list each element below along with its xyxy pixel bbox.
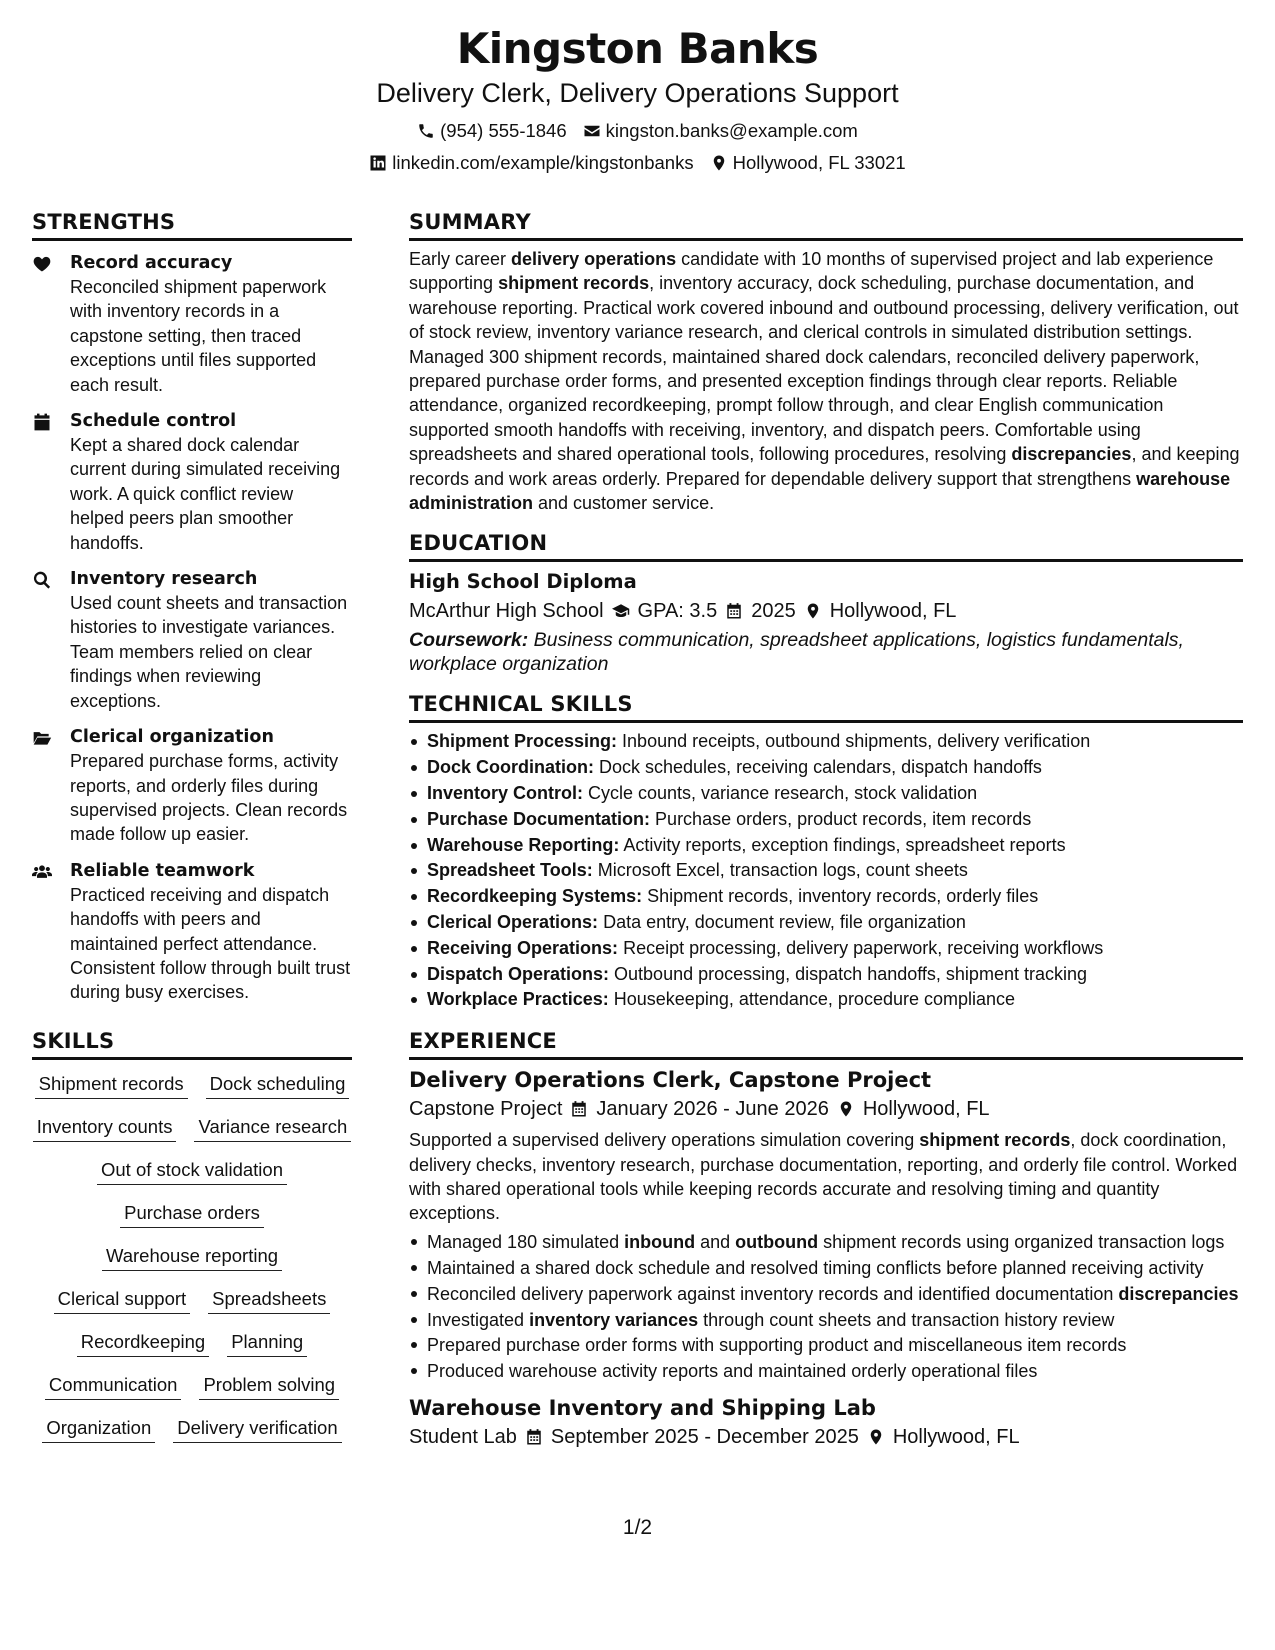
technical-skill-item (409, 858, 1243, 884)
contact-row-1 (0, 120, 1275, 142)
emphasis-text: inventory variances (529, 1309, 699, 1330)
skill-tag: Recordkeeping (77, 1330, 209, 1357)
technical-skill-item (409, 833, 1243, 859)
strength-body (70, 251, 352, 397)
education-heading: EDUCATION (409, 529, 1243, 562)
emphasis-text: discrepancies (1011, 444, 1132, 465)
left-column (32, 208, 352, 1443)
text-run: Early career (409, 249, 512, 269)
skill-category: Dispatch Operations: (427, 963, 610, 984)
job-org: Student Lab (409, 1425, 517, 1448)
map-pin-icon (804, 602, 822, 620)
text-run: shipment records using organized transaction logs (818, 1231, 1225, 1252)
school-name: McArthur High School (409, 600, 604, 623)
technical-skills-section (409, 690, 1243, 1013)
calendar-icon (32, 412, 52, 432)
skill-tag: Spreadsheets (208, 1287, 330, 1314)
calendar-icon (725, 602, 743, 620)
skill-values: Outbound processing, dispatch handoffs, shipment tracking (609, 963, 1087, 984)
strength-description: Reconciled shipment paperwork with inventory records in a capstone setting, then traced exceptions until files supported each result. (70, 277, 327, 395)
emphasis-text: warehouse administration (409, 468, 1231, 514)
skill-values: Dock schedules, receiving calendars, dispatch handoffs (594, 757, 1042, 778)
candidate-title: Delivery Clerk, Delivery Operations Support (376, 78, 899, 108)
job-bullet (409, 1359, 1243, 1383)
strength-icon-wrap (32, 725, 70, 847)
skill-tag: Variance research (194, 1115, 351, 1142)
location-text: Hollywood, FL 33021 (732, 152, 906, 173)
skill-tag: Problem solving (199, 1373, 339, 1400)
graduation-year: 2025 (751, 600, 796, 623)
strength-item (32, 567, 352, 713)
map-pin-icon (837, 1100, 855, 1118)
job-bullets (409, 1230, 1243, 1384)
calendar-icon (525, 1428, 543, 1446)
text-run: Reconciled delivery paperwork against inventory records and identified documentation (427, 1283, 1119, 1304)
strength-description: Prepared purchase forms, activity reports, and orderly files during supervised projects. Clean records made follow up easier. (70, 751, 348, 845)
emphasis-text: outbound (735, 1231, 819, 1252)
strength-title: Record accuracy (70, 253, 233, 273)
technical-skill-item (409, 729, 1243, 755)
strength-item (32, 725, 352, 847)
summary-heading: SUMMARY (409, 208, 1243, 241)
skill-category: Receiving Operations: (427, 937, 619, 958)
skill-values: Shipment records, inventory records, orderly files (642, 886, 1039, 907)
school-location: Hollywood, FL (829, 600, 957, 623)
skill-values: Activity reports, exception findings, spreadsheet reports (619, 834, 1066, 855)
job-location: Hollywood, FL (892, 1425, 1020, 1448)
text-run: , inventory accuracy, dock scheduling, purchase documentation, and warehouse reporting. Practical work covered inbound and outbound processing, delivery verification, out of stock review, inventory variance research, and clerical controls in simulated distribution settings. Managed 300 shipment records, maintained shared dock calendars, reconciled delivery paperwork, prepared purchase order forms, and presented exception findings through clear reports. Reliable attendance, organized recordkeeping, prompt follow through, and clear English communication supported smooth handoffs with receiving, inventory, and dispatch peers. Comfortable using spreadsheets and shared operational tools, following procedures, resolving (409, 273, 1239, 465)
text-run: and (695, 1231, 736, 1252)
summary-text (409, 247, 1243, 515)
linkedin-contact[interactable] (369, 152, 693, 174)
envelope-icon (583, 122, 601, 140)
skill-values: Purchase orders, product records, item records (650, 808, 1032, 829)
candidate-name: Kingston Banks (456, 24, 819, 73)
text-run: candidate with 10 months of supervised project and lab experience supporting (409, 249, 1214, 294)
strengths-list (32, 251, 352, 1005)
skill-tag: Shipment records (35, 1072, 188, 1099)
strengths-heading: STRENGTHS (32, 208, 352, 241)
technical-skill-item (409, 781, 1243, 807)
text-run: Supported a supervised delivery operations simulation covering (409, 1130, 920, 1151)
text-run: , and keeping records and work areas orderly. Prepared for dependable delivery support that strengthens (409, 444, 1240, 489)
skill-tag: Purchase orders (120, 1201, 264, 1228)
skill-category: Purchase Documentation: (427, 808, 651, 829)
job-org: Capstone Project (409, 1098, 563, 1121)
text-run: Maintained a shared dock schedule and resolved timing conflicts before planned receiving activity (427, 1257, 1204, 1278)
text-run: Managed 180 simulated (427, 1231, 625, 1252)
technical-skill-item (409, 962, 1243, 988)
skill-category: Workplace Practices: (427, 989, 609, 1010)
text-run: through count sheets and transaction history review (698, 1309, 1115, 1330)
coursework (409, 628, 1243, 676)
job-bullet (409, 1333, 1243, 1357)
job-bullet (409, 1282, 1243, 1306)
emphasis-text: shipment records (919, 1130, 1071, 1151)
skill-values: Receipt processing, delivery paperwork, receiving workflows (618, 937, 1104, 958)
right-column (409, 208, 1243, 1452)
skill-values: Data entry, document review, file organization (598, 912, 966, 933)
strength-item (32, 409, 352, 555)
strength-title: Clerical organization (70, 727, 274, 748)
skill-tag: Inventory counts (33, 1115, 177, 1142)
job-title: Delivery Operations Clerk, Capstone Project (409, 1068, 932, 1093)
contact-row-2 (0, 152, 1275, 174)
job-bullet (409, 1230, 1243, 1254)
job-bullet (409, 1308, 1243, 1332)
job-location: Hollywood, FL (862, 1098, 990, 1121)
skill-tag: Delivery verification (173, 1416, 341, 1443)
skill-tag: Organization (42, 1416, 155, 1443)
job-dates: January 2026 - June 2026 (596, 1098, 829, 1121)
text-run: , dock coordination, delivery checks, inventory research, purchase documentation, reporting, and orderly file control. Worked with shared operational tools while keeping records accurate and resolving timing and quantity exceptions. (409, 1130, 1238, 1224)
strength-icon-wrap (32, 409, 70, 555)
strength-icon-wrap (32, 567, 70, 713)
skill-category: Spreadsheet Tools: (427, 860, 593, 881)
skills-list (32, 1072, 352, 1443)
skill-category: Clerical Operations: (427, 912, 599, 933)
technical-skill-item (409, 910, 1243, 936)
technical-skill-item (409, 807, 1243, 833)
phone-icon (417, 122, 435, 140)
job-meta (409, 1422, 1243, 1452)
skill-tag: Dock scheduling (206, 1072, 350, 1099)
job-entry (409, 1066, 1243, 1384)
coursework-text: Business communication, spreadsheet applications, logistics fundamentals, workplace organization (409, 629, 1184, 676)
linkedin-link[interactable]: linkedin.com/example/kingstonbanks (392, 152, 694, 173)
technical-skills-list (409, 729, 1243, 1013)
strength-icon-wrap (32, 251, 70, 397)
search-icon (32, 570, 52, 590)
email-link[interactable]: kingston.banks@example.com (605, 120, 858, 141)
folder-open-icon (32, 728, 52, 748)
job-dates: September 2025 - December 2025 (550, 1425, 859, 1448)
skill-category: Inventory Control: (427, 783, 583, 804)
strength-title: Inventory research (70, 569, 258, 590)
technical-skills-heading: TECHNICAL SKILLS (409, 690, 1243, 723)
strength-description: Kept a shared dock calendar current during simulated receiving work. A quick conflict review helped peers plan smoother handoffs. (70, 435, 341, 553)
map-pin-icon (867, 1428, 885, 1446)
skill-tag: Out of stock validation (97, 1158, 287, 1185)
strength-body (70, 859, 352, 1005)
skills-heading: SKILLS (32, 1027, 352, 1060)
summary-section (409, 208, 1243, 515)
skills-section (32, 1027, 352, 1443)
job-bullet (409, 1256, 1243, 1280)
strength-title: Schedule control (70, 411, 237, 432)
email-contact[interactable] (583, 120, 858, 142)
page-number: 1/2 (622, 1516, 653, 1539)
strength-description: Practiced receiving and dispatch handoffs with peers and maintained perfect attendance. Consistent follow through built trust during busy exercises. (70, 884, 351, 1003)
education-section (409, 529, 1243, 676)
resume-header (0, 22, 1275, 174)
job-entry (409, 1394, 1243, 1452)
skill-category: Warehouse Reporting: (427, 834, 620, 855)
heart-icon (32, 254, 52, 274)
experience-heading: EXPERIENCE (409, 1027, 1243, 1060)
job-title: Warehouse Inventory and Shipping Lab (409, 1395, 876, 1420)
strength-title: Reliable teamwork (70, 860, 255, 881)
location-contact (710, 152, 906, 174)
skill-category: Shipment Processing: (427, 731, 618, 752)
technical-skill-item (409, 987, 1243, 1013)
skill-values: Cycle counts, variance research, stock validation (583, 783, 978, 804)
gpa-text: GPA: 3.5 (637, 600, 718, 623)
technical-skill-item (409, 936, 1243, 962)
coursework-label: Coursework: (409, 629, 529, 652)
linkedin-icon (369, 154, 387, 172)
strength-icon-wrap (32, 859, 70, 1005)
job-meta (409, 1094, 1243, 1124)
skill-values: Inbound receipts, outbound shipments, delivery verification (617, 731, 1091, 752)
skill-tag: Warehouse reporting (102, 1244, 282, 1271)
job-description (409, 1128, 1243, 1226)
emphasis-text: delivery operations (511, 249, 677, 269)
skill-category: Dock Coordination: (427, 757, 594, 778)
skill-values: Housekeeping, attendance, procedure compliance (608, 989, 1016, 1010)
technical-skill-item (409, 755, 1243, 781)
technical-skill-item (409, 884, 1243, 910)
strength-description: Used count sheets and transaction histories to investigate variances. Team members relied on clear findings when reviewing exceptions. (70, 593, 348, 711)
text-run: Prepared purchase order forms with supporting product and miscellaneous item records (427, 1335, 1127, 1356)
strength-body (70, 409, 352, 555)
strength-body (70, 725, 352, 847)
calendar-icon (570, 1100, 588, 1118)
skill-values: Microsoft Excel, transaction logs, count sheets (592, 860, 968, 881)
experience-section (409, 1027, 1243, 1452)
phone-text: (954) 555-1846 (440, 120, 567, 141)
strength-body (70, 567, 352, 713)
strength-item (32, 251, 352, 397)
skill-tag: Clerical support (54, 1287, 191, 1314)
map-pin-icon (710, 154, 728, 172)
emphasis-text: discrepancies (1118, 1283, 1239, 1304)
degree-title: High School Diploma (409, 570, 637, 594)
text-run: and customer service. (533, 493, 715, 514)
skill-category: Recordkeeping Systems: (427, 886, 643, 907)
text-run: Investigated (427, 1309, 530, 1330)
graduation-cap-icon (612, 602, 630, 620)
strength-item (32, 859, 352, 1005)
skill-tag: Planning (227, 1330, 307, 1357)
emphasis-text: inbound (624, 1231, 696, 1252)
education-meta (409, 596, 1243, 626)
skill-tag: Communication (45, 1373, 182, 1400)
emphasis-text: shipment records (498, 273, 650, 294)
phone-contact (417, 120, 567, 142)
users-icon (32, 862, 52, 882)
text-run: Produced warehouse activity reports and maintained orderly operational files (427, 1361, 1038, 1382)
